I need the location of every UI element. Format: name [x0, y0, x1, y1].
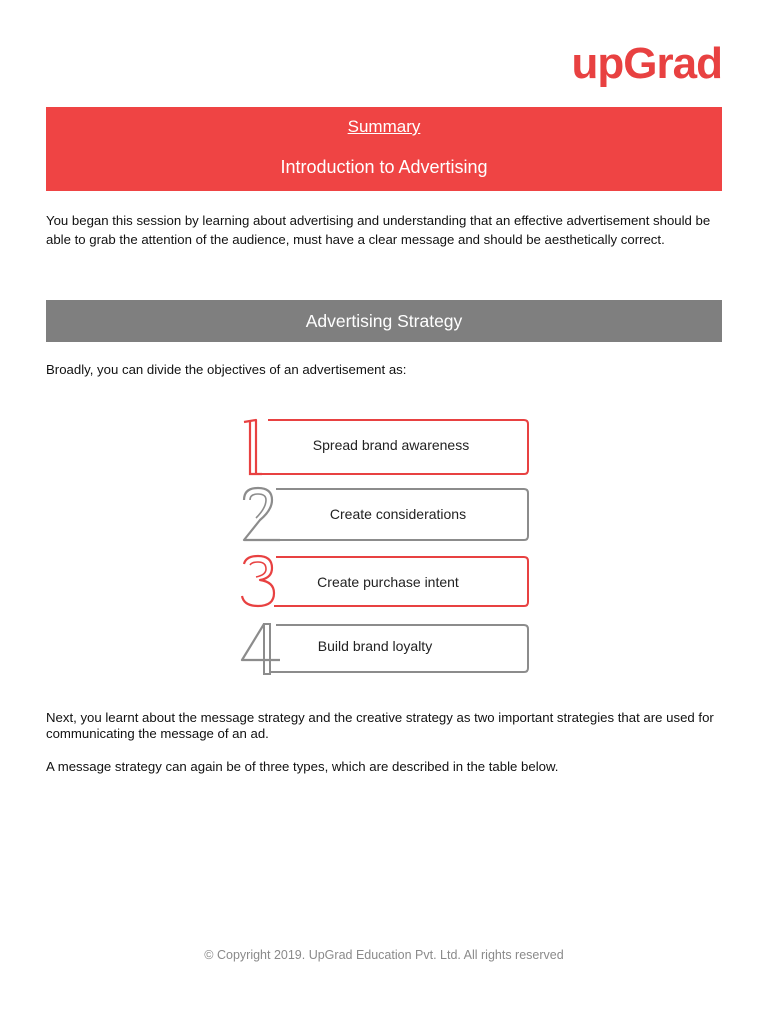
objectives-graphic: [236, 412, 536, 682]
objective-item-1: [244, 420, 528, 474]
intro-paragraph: You began this session by learning about advertising and understanding that an effective advertisement should be able to grab the attention of the audience, must have a clear message and should be aesthetically correct.: [46, 213, 711, 247]
objective-label-1: Spread brand awareness: [312, 437, 470, 453]
objective-item-3: [242, 556, 528, 606]
summary-banner: [46, 107, 722, 191]
objective-label-3: Create purchase intent: [317, 574, 459, 590]
types-paragraph: A message strategy can again be of three types, which are described in the table below.: [46, 759, 559, 774]
strategy-banner: Advertising Strategy: [46, 300, 722, 342]
copyright-footer: © Copyright 2019. UpGrad Education Pvt. Ltd. All rights reserved: [204, 948, 564, 962]
objectives-intro: Broadly, you can divide the objectives of an advertisement as:: [46, 362, 407, 377]
objective-label-2: Create considerations: [329, 506, 467, 522]
summary-title: Summary: [347, 117, 421, 136]
summary-subtitle: Introduction to Advertising: [280, 157, 488, 177]
upgrad-logo: upGrad: [571, 39, 722, 88]
next-paragraph: Next, you learnt about the message strategy and the creative strategy as two important strategies that are used for communicating the message of an ad.: [46, 710, 714, 741]
objective-item-2: [244, 488, 528, 540]
objective-item-4: [242, 624, 528, 674]
objective-label-4: Build brand loyalty: [317, 638, 433, 654]
